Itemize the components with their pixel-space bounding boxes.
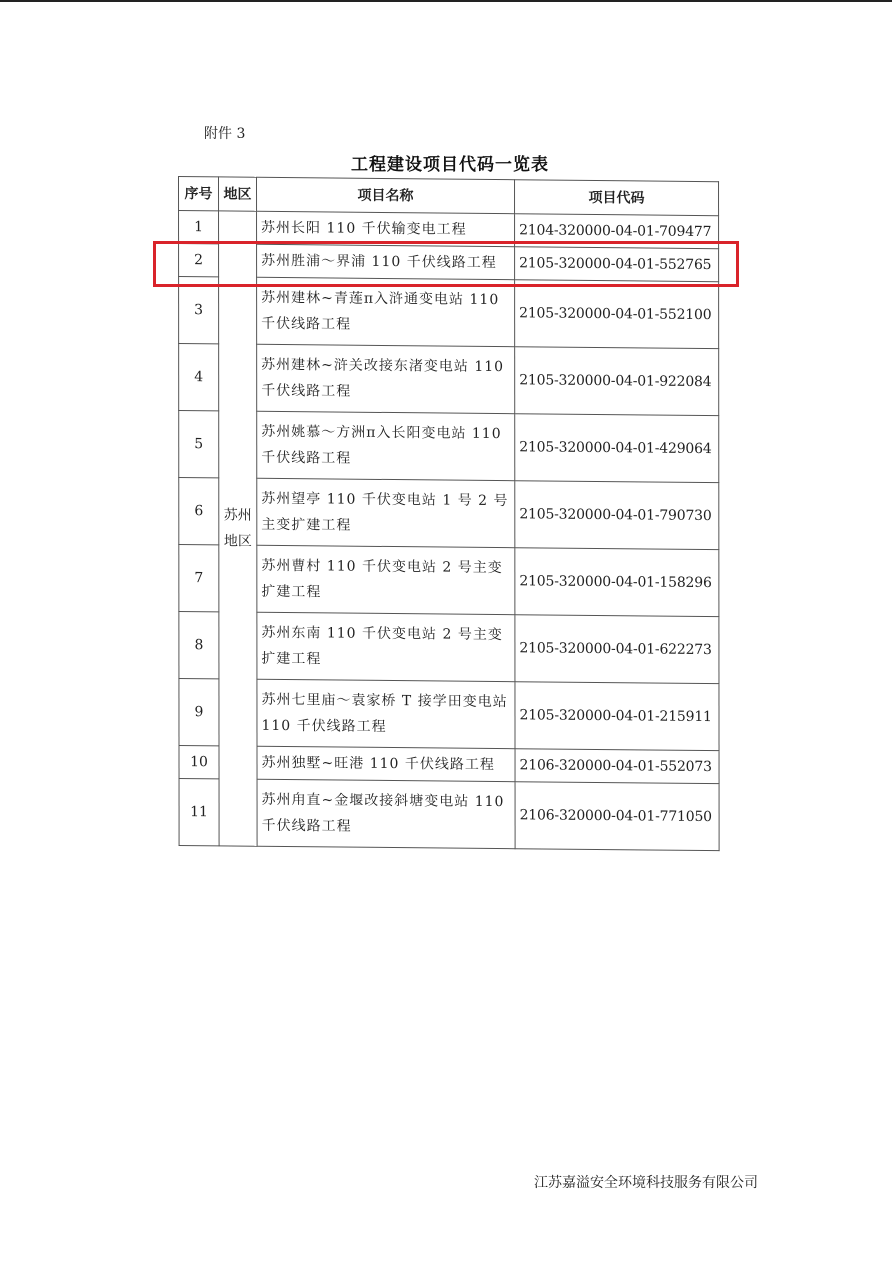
row-code: 2104-320000-04-01-709477: [515, 214, 719, 249]
table-row: [179, 544, 719, 616]
table-row: [179, 343, 719, 415]
region-cell: 苏州地区: [219, 211, 258, 846]
footer-company-name: 江苏嘉溢安全环境科技服务有限公司: [534, 1175, 758, 1191]
row-name: 苏州长阳 110 千伏输变电工程: [257, 211, 515, 246]
row-name: 苏州曹村 110 千伏变电站 2 号主变扩建工程: [257, 545, 515, 614]
row-no: 11: [179, 778, 219, 845]
row-no: 3: [179, 277, 219, 344]
row-no: 10: [179, 745, 219, 778]
row-code: 2105-320000-04-01-552765: [515, 247, 719, 282]
row-no: 7: [179, 544, 219, 611]
project-code-table: [178, 176, 720, 851]
row-name: 苏州姚慕～方洲π入长阳变电站 110 千伏线路工程: [257, 411, 515, 480]
row-name: 苏州甪直~金堰改接斜塘变电站 110 千伏线路工程: [257, 779, 515, 848]
row-name: 苏州建林~浒关改接东渚变电站 110 千伏线路工程: [257, 344, 515, 413]
row-code: 2105-320000-04-01-622273: [515, 615, 719, 684]
table-row: [179, 611, 719, 683]
row-no: 8: [179, 611, 219, 678]
row-name: 苏州七里庙～袁家桥 T 接学田变电站 110 千伏线路工程: [257, 679, 515, 748]
table-row: [179, 410, 719, 482]
table-row: [179, 244, 719, 282]
table-row: [179, 678, 719, 750]
attachment-label: 附件 3: [204, 126, 246, 142]
row-no: 5: [179, 410, 219, 477]
table-row: [179, 477, 719, 549]
row-no: 6: [179, 477, 219, 544]
row-name: 苏州东南 110 千伏变电站 2 号主变扩建工程: [257, 612, 515, 681]
row-name: 苏州望亭 110 千伏变电站 1 号 2 号主变扩建工程: [257, 478, 515, 547]
row-code: 2105-320000-04-01-429064: [515, 414, 719, 483]
row-name: 苏州胜浦～界浦 110 千伏线路工程: [257, 244, 515, 279]
row-code: 2105-320000-04-01-922084: [515, 347, 719, 416]
header-region: 地区: [219, 177, 257, 211]
table-row: [179, 778, 719, 850]
table-row: [179, 211, 719, 249]
header-name: 项目名称: [257, 177, 515, 213]
row-code: 2105-320000-04-01-552100: [515, 280, 719, 349]
row-no: 4: [179, 343, 219, 410]
table-header-row: [179, 177, 719, 216]
row-code: 2106-320000-04-01-771050: [515, 782, 719, 851]
row-code: 2106-320000-04-01-552073: [515, 749, 719, 784]
page-top-edge: [0, 0, 892, 2]
document-title: 工程建设项目代码一览表: [351, 155, 549, 175]
table-row: [179, 277, 719, 349]
table-container: [178, 176, 719, 851]
header-no: 序号: [179, 177, 219, 211]
row-name: 苏州建林~青莲π入浒通变电站 110 千伏线路工程: [257, 277, 515, 346]
row-no: 2: [179, 244, 219, 277]
table-row: [179, 745, 719, 783]
row-code: 2105-320000-04-01-158296: [515, 548, 719, 617]
row-name: 苏州独墅~旺港 110 千伏线路工程: [257, 746, 515, 781]
row-no: 1: [179, 211, 219, 244]
row-no: 9: [179, 678, 219, 745]
row-code: 2105-320000-04-01-215911: [515, 682, 719, 751]
row-code: 2105-320000-04-01-790730: [515, 481, 719, 550]
header-code: 项目代码: [515, 180, 719, 216]
